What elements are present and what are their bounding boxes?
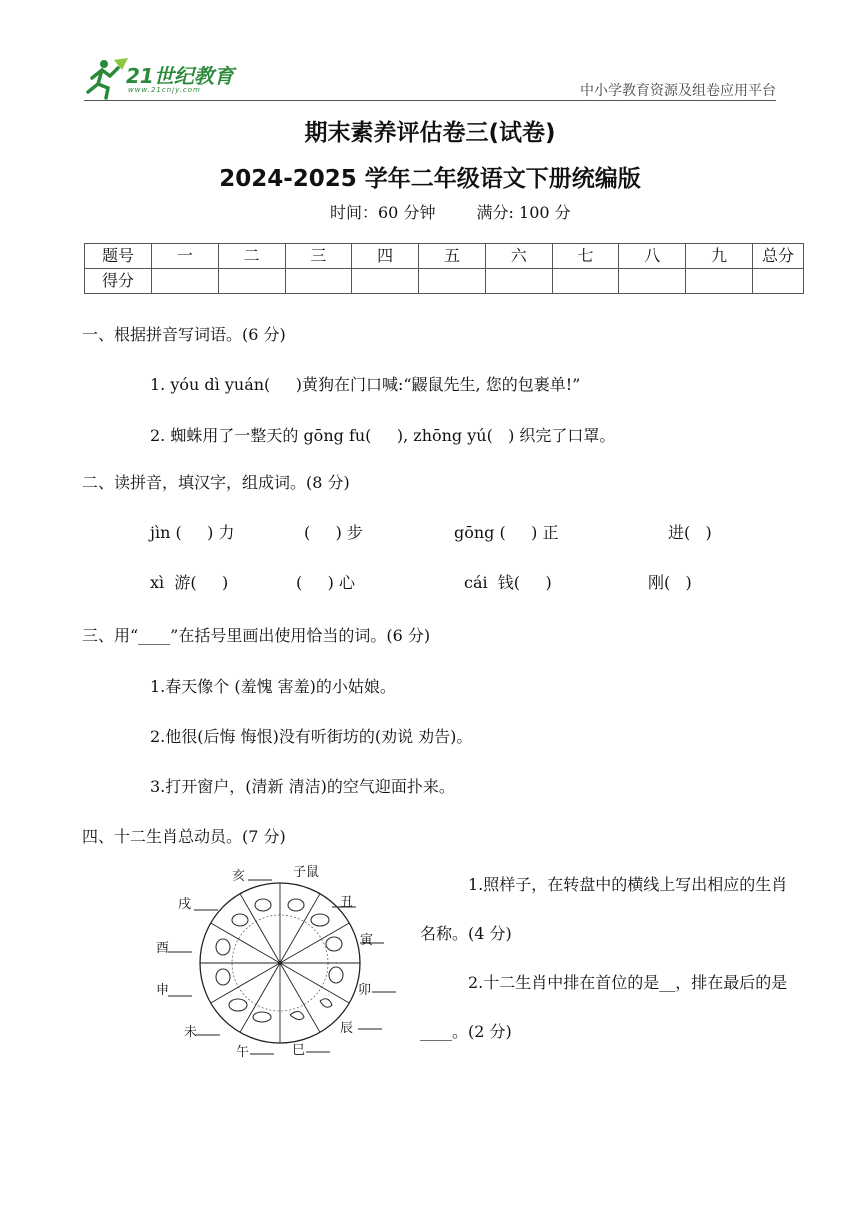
- wheel-label-yin: 寅: [360, 933, 374, 948]
- exam-title: 期末素养评估卷三(试卷): [304, 120, 556, 146]
- exam-meta: [330, 200, 607, 223]
- score-table-label-question: 题号: [85, 244, 152, 269]
- section-4-question-2: 2.十二生肖中排在首位的是__，排在最后的是____。(2 分): [420, 973, 788, 1041]
- score-cell[interactable]: [485, 269, 552, 294]
- section-2-heading: 二、读拼音，填汉字，组成词。(8 分): [82, 473, 350, 492]
- logo-text: 21世纪教育: [126, 64, 234, 88]
- score-table-col-total: 总分: [753, 244, 804, 269]
- score-table-col: 九: [686, 244, 753, 269]
- section-1-question-2: 2. 蜘蛛用了一整天的 gōng fu( ), zhōng yú( ) 织完了口罩。: [150, 426, 616, 445]
- score-cell[interactable]: [152, 269, 219, 294]
- section-2-item: 进( ): [668, 523, 712, 542]
- exam-time: 时间：60 分钟: [330, 203, 436, 222]
- section-3-question-2: 2.他很(后悔 悔恨)没有听街坊的(劝说 劝告)。: [150, 727, 473, 746]
- wheel-label-zi: 子鼠: [293, 865, 320, 880]
- section-2-item: jìn ( ) 力: [150, 523, 235, 542]
- score-table-col: 四: [352, 244, 419, 269]
- wheel-label-shen: 申: [156, 983, 170, 998]
- score-table-header-row: [85, 244, 804, 269]
- score-table-col: 三: [285, 244, 352, 269]
- wheel-label-mao: 卯: [358, 983, 372, 998]
- section-3-heading: 三、用“____”在括号里画出使用恰当的词。(6 分): [82, 626, 431, 645]
- score-cell[interactable]: [552, 269, 619, 294]
- platform-caption: 中小学教育资源及组卷应用平台: [580, 83, 776, 99]
- wheel-label-you: 酉: [156, 941, 170, 956]
- score-cell[interactable]: [753, 269, 804, 294]
- score-cell[interactable]: [218, 269, 285, 294]
- exam-subtitle: 2024-2025 学年二年级语文下册统编版: [219, 166, 641, 192]
- score-cell[interactable]: [285, 269, 352, 294]
- section-4-question-1: 1.照样子，在转盘中的横线上写出相应的生肖名称。(4 分): [420, 875, 788, 943]
- wheel-label-chen: 辰: [340, 1021, 354, 1036]
- wheel-label-chou: 丑: [340, 895, 354, 910]
- score-table-col: 七: [552, 244, 619, 269]
- section-2-item: ( ) 心: [296, 573, 356, 592]
- exam-total-score: 满分: 100 分: [476, 203, 571, 222]
- section-4-heading: 四、十二生肖总动员。(7 分): [82, 827, 286, 846]
- score-cell[interactable]: [419, 269, 486, 294]
- section-1-heading: 一、根据拼音写词语。(6 分): [82, 325, 286, 344]
- wheel-label-hai: 亥: [232, 869, 246, 884]
- wheel-label-xu: 戌: [178, 897, 192, 912]
- score-table-col: 八: [619, 244, 686, 269]
- score-table: [84, 243, 804, 294]
- zodiac-wheel: [150, 855, 410, 1065]
- score-cell[interactable]: [352, 269, 419, 294]
- score-cell[interactable]: [686, 269, 753, 294]
- section-2-item: 刚( ): [648, 573, 692, 592]
- logo-21cnjy: [84, 56, 264, 102]
- header-divider: [84, 100, 776, 101]
- section-2-item: gōng ( ) 正: [454, 523, 559, 542]
- section-2-item: xì 游( ): [150, 573, 229, 592]
- wheel-label-si: 巳: [292, 1043, 306, 1058]
- wheel-label-wei: 未: [184, 1025, 198, 1040]
- section-3-question-3: 3.打开窗户，(清新 清洁)的空气迎面扑来。: [150, 777, 455, 796]
- section-2-item: ( ) 步: [304, 523, 364, 542]
- section-1-question-1: 1. yóu dì yuán( )黄狗在门口喊:“鼹鼠先生, 您的包裹单!”: [150, 375, 581, 394]
- section-2-item: cái 钱( ): [464, 573, 552, 592]
- score-table-col: 二: [218, 244, 285, 269]
- score-table-label-score: 得分: [85, 269, 152, 294]
- logo-url: www.21cnjy.com: [128, 86, 201, 94]
- score-table-score-row: [85, 269, 804, 294]
- score-table-col: 五: [419, 244, 486, 269]
- runner-logo-icon: [88, 58, 128, 98]
- score-table-col: 六: [485, 244, 552, 269]
- section-3-question-1: 1.春天像个 (羞愧 害羞)的小姑娘。: [150, 677, 396, 696]
- wheel-label-wu: 午: [236, 1045, 250, 1060]
- score-cell[interactable]: [619, 269, 686, 294]
- score-table-col: 一: [152, 244, 219, 269]
